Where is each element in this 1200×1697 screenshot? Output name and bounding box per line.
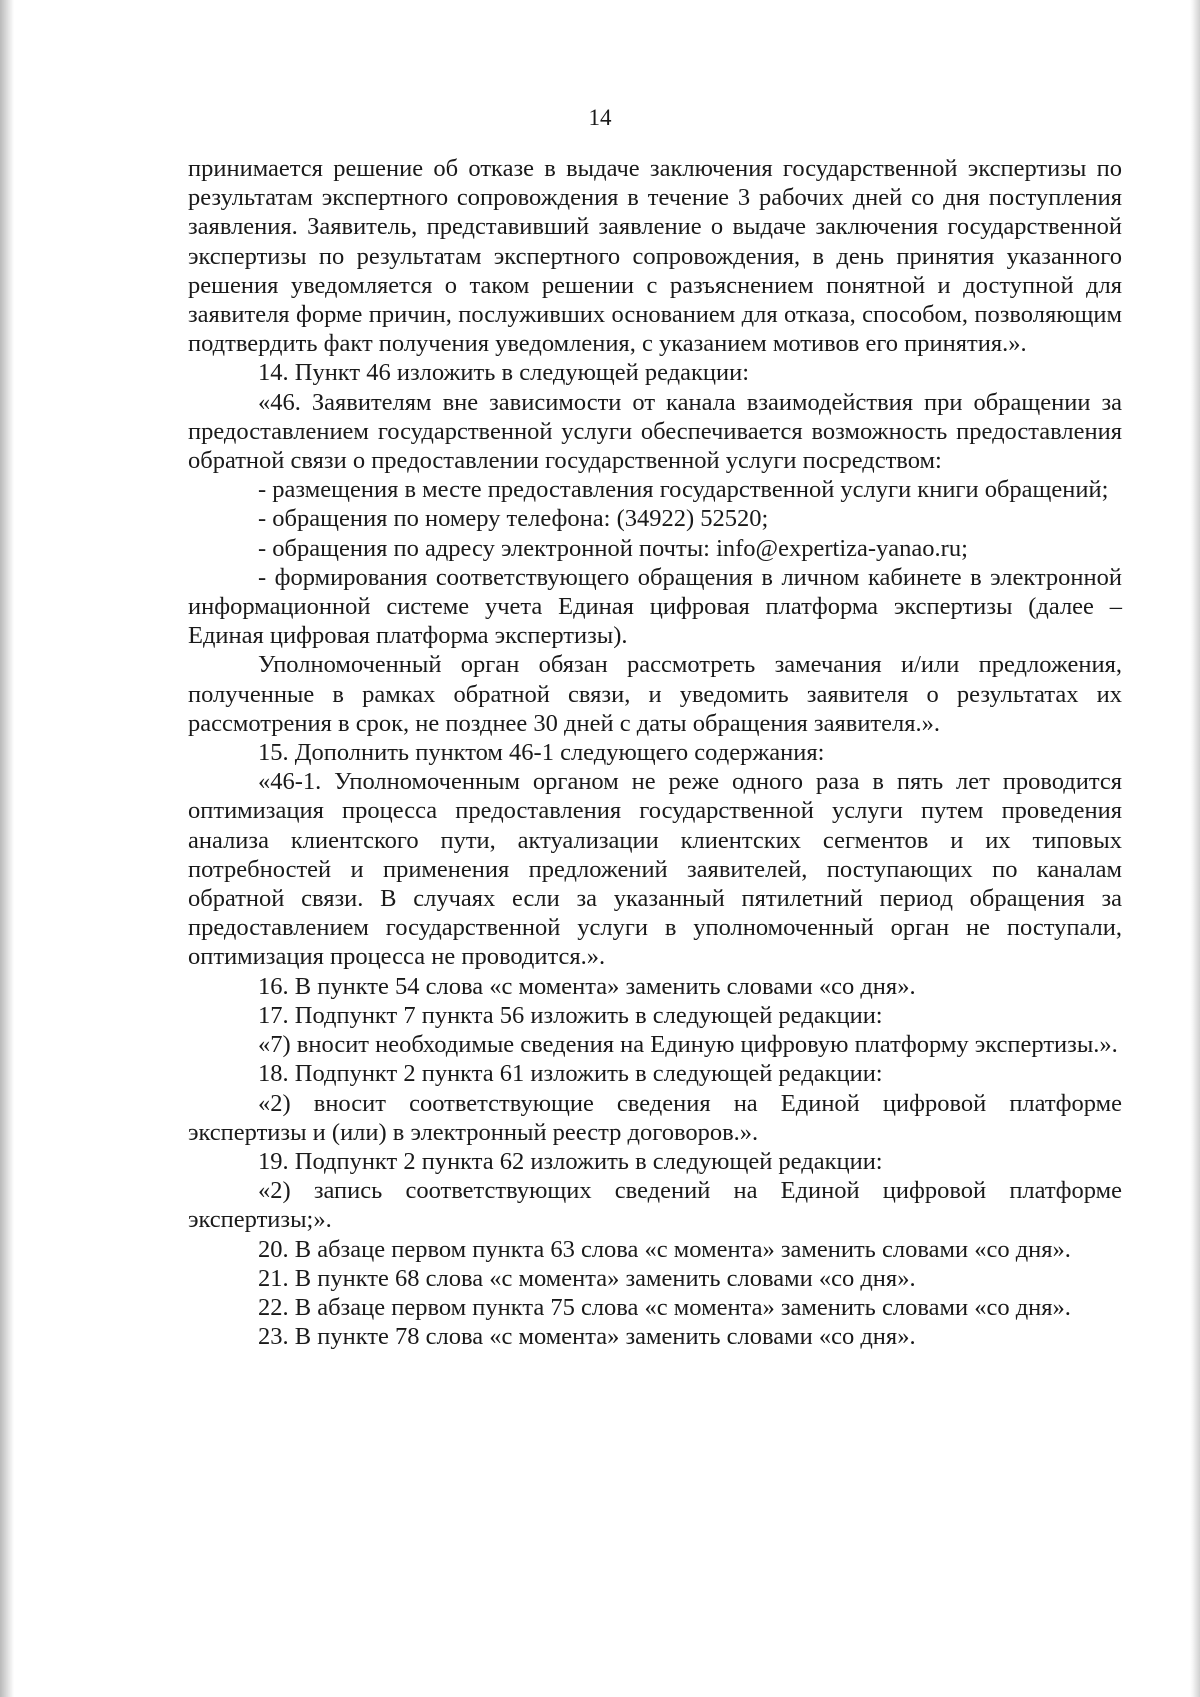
item-46-1-text: «46-1. Уполномоченным органом не реже одного раза в пять лет проводится оптимизация процесса предоставления государственной услуги путем проведения анализа клиентского пути, актуализации клиентских сегментов и их типовых потребностей и применения предложений заявителей, поступающих по каналам обратной связи. В случаях если за указанный пятилетний период обращения за предоставлением государственной услуги в уполномоченный орган не поступали, оптимизация процесса не проводится.». [188,768,1122,971]
item-18-heading: 18. Подпункт 2 пункта 61 изложить в следующей редакции: [258,1060,883,1088]
item-17-text: «7) вносит необходимые сведения на Единую цифровую платформу экспертизы.». [258,1031,1118,1059]
item-22: 22. В абзаце первом пункта 75 слова «с момента» заменить словами «со дня». [258,1293,1071,1321]
scan-edge-left [0,0,14,1697]
list-item-email: - обращения по адресу электронной почты: info@expertiza-yanao.ru; [258,534,968,562]
item-19-heading: 19. Подпункт 2 пункта 62 изложить в следующей редакции: [258,1147,883,1175]
list-item-cabinet: - формирования соответствующего обращения в личном кабинете в электронной информационной системе учета Единая цифровая платформа экспертизы (далее – Единая цифровая платформа экспертизы). [188,563,1122,650]
item-17-heading: 17. Подпункт 7 пункта 56 изложить в следующей редакции: [258,1001,883,1029]
item-21: 21. В пункте 68 слова «с момента» заменить словами «со дня». [258,1264,916,1292]
list-item-book: - размещения в месте предоставления государственной услуги книги обращений; [258,476,1109,504]
item-23: 23. В пункте 78 слова «с момента» заменить словами «со дня». [258,1323,916,1351]
item-19-text: «2) запись соответствующих сведений на Единой цифровой платформе экспертизы;». [188,1177,1122,1234]
paragraph-authority: Уполномоченный орган обязан рассмотреть замечания и/или предложения, полученные в рамках обратной связи, и уведомить заявителя о результатах их рассмотрения в срок, не позднее 30 дней с даты обращения заявителя.». [188,651,1122,737]
item-16: 16. В пункте 54 слова «с момента» заменить словами «со дня». [258,972,916,1000]
paragraph-continuation: принимается решение об отказе в выдаче заключения государственной экспертизы по результатам экспертного сопровождения в течение 3 рабочих дней со дня поступления заявления. Заявитель, представивший заявление о выдаче заключения государственной экспертизы по результатам экспертного сопровождения, в день принятия указанного решения уведомляется о таком решении с разъяснением понятной и доступной для заявителя форме причин, послуживших основанием для отказа, способом, позволяющим подтвердить факт получения уведомления, с указанием мотивов его принятия.». [188,155,1122,358]
item-20: 20. В абзаце первом пункта 63 слова «с момента» заменить словами «со дня». [258,1235,1071,1263]
list-item-phone: - обращения по номеру телефона: (34922) 52520; [258,505,769,533]
scan-edge-right [1190,0,1200,1697]
item-15-heading: 15. Дополнить пунктом 46-1 следующего содержания: [258,739,825,767]
item-18-text: «2) вносит соответствующие сведения на Единой цифровой платформе экспертизы и (или) в электронный реестр договоров.». [188,1089,1122,1146]
page-number: 14 [588,105,612,130]
document-body [188,154,1122,1351]
item-14-heading: 14. Пункт 46 изложить в следующей редакции: [258,359,750,387]
item-46-text: «46. Заявителям вне зависимости от канала взаимодействия при обращении за предоставлением государственной услуги обеспечивается возможность предоставления обратной связи о предоставлении государственной услуги посредством: [188,388,1122,475]
